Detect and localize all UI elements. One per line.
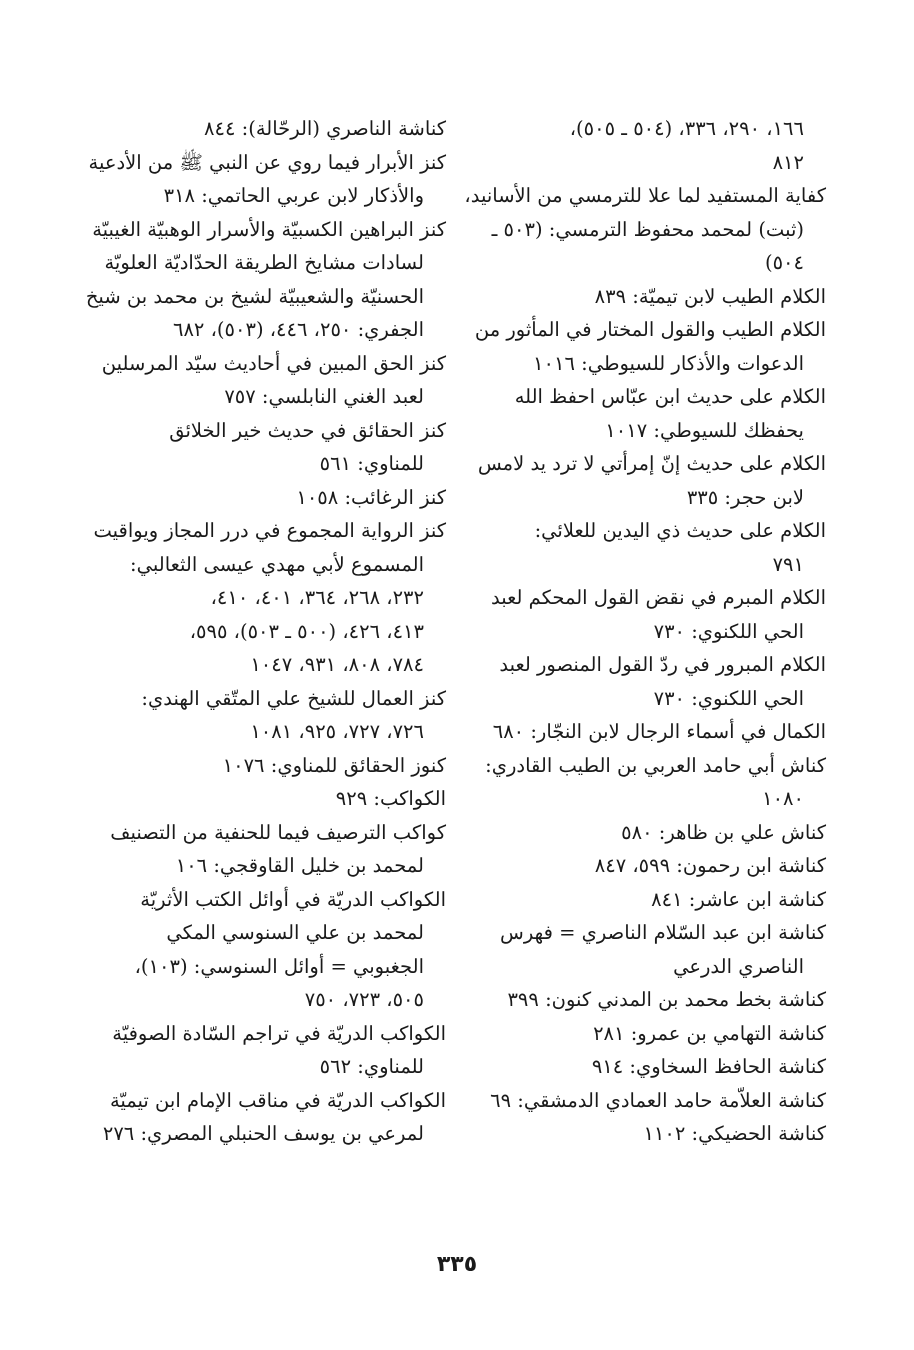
index-entry: الكلام المبرم في نقض القول المحكم لعبد — [490, 586, 826, 609]
index-entry-continuation: الحسنيّة والشعيبيّة لشيخ بن محمد بن شيخ — [85, 284, 424, 308]
index-entry: الكواكب الدريّة في تراجم السّادة الصوفيّة — [112, 1021, 446, 1045]
index-entry: كناشة بخط محمد بن المدني كنون: ٣٩٩ — [507, 988, 826, 1011]
index-entry-continuation: لعبد الغني النابلسي: ٧٥٧ — [224, 385, 424, 408]
index-entry: كناشة ابن رحمون: ٥٩٩، ٨٤٧ — [594, 854, 826, 877]
index-entry: كنز العمال للشيخ علي المتّقي الهندي: — [141, 686, 446, 710]
index-entry: الكلام الطيب والقول المختار في المأثور من — [474, 318, 826, 341]
index-entry-continuation: الدعوات والأذكار للسيوطي: ١٠١٦ — [533, 351, 804, 375]
index-entry-continuation: ٢٣٢، ٢٦٨، ٣٦٤، ٤٠١، ٤١٠، — [210, 586, 424, 609]
index-entry: كناشة الناصري (الرحّالة): ٨٤٤ — [204, 117, 446, 140]
index-entry-continuation: للمناوي: ٥٦١ — [319, 452, 424, 475]
index-entry: كناشة العلاّمة حامد العمادي الدمشقي: ٦٩ — [490, 1088, 826, 1112]
index-entry: كنز البراهين الكسبيّة والأسرار الوهبيّة الغيبيّة — [92, 217, 446, 241]
index-entry: كواكب الترصيف فيما للحنفية من التصنيف — [110, 820, 446, 844]
index-entry: الكلام الطيب لابن تيميّة: ٨٣٩ — [594, 284, 826, 308]
index-entry: كناشة الحضيكي: ١١٠٢ — [643, 1122, 826, 1145]
index-entry: الكلام على حديث إنّ إمرأتي لا ترد يد لامس — [477, 452, 826, 475]
index-entry-continuation: الحي اللكنوي: ٧٣٠ — [653, 619, 804, 643]
index-entry: كنوز الحقائق للمناوي: ١٠٧٦ — [222, 753, 446, 777]
index-entry-continuation: الجفري: ٢٥٠، ٤٤٦، (٥٠٣)، ٦٨٢ — [172, 318, 424, 341]
page-number: ٣٣٥ — [436, 1252, 478, 1277]
index-entry-continuation: الجغبوبي = أوائل السنوسي: (١٠٣)، — [134, 954, 424, 978]
index-entry-continuation: والأذكار لابن عربي الحاتمي: ٣١٨ — [163, 184, 424, 207]
index-entry-continuation: لابن حجر: ٣٣٥ — [686, 485, 804, 509]
index-entry: كنز الحقائق في حديث خير الخلائق — [169, 418, 446, 442]
index-entry: كناشة ابن عبد السّلام الناصري = فهرس — [500, 921, 826, 944]
index-entry-continuation: يحفظك للسيوطي: ١٠١٧ — [605, 418, 804, 442]
index-entry: الكواكب: ٩٢٩ — [335, 787, 446, 810]
index-column-left — [85, 112, 446, 1151]
index-entry-continuation: ٤١٣، ٤٢٦، (٥٠٠ ـ ٥٠٣)، ٥٩٥، — [189, 619, 424, 643]
index-entry-continuation: ٥٠٥، ٧٢٣، ٧٥٠ — [304, 988, 424, 1011]
index-entry: الكمال في أسماء الرجال لابن النجّار: ٦٨٠ — [492, 720, 826, 743]
index-entry-continuation: لسادات مشايخ الطريقة الحدّاديّة العلويّة — [104, 251, 424, 274]
index-entry: كناشة الحافظ السخاوي: ٩١٤ — [591, 1055, 826, 1078]
index-entry-continuation: للمناوي: ٥٦٢ — [319, 1055, 424, 1078]
index-entry: كناش علي بن ظاهر: ٥٨٠ — [621, 820, 826, 844]
index-entry-continuation: لمحمد بن علي السنوسي المكي — [166, 921, 424, 944]
index-entry: الكلام على حديث ابن عبّاس احفظ الله — [514, 385, 826, 408]
index-entry-continuation: ٨١٢ — [772, 150, 804, 174]
index-entry-continuation: (ثبت) لمحمد محفوظ الترمسي: (٥٠٣ ـ — [491, 217, 804, 241]
index-entry-continuation: ٧٨٤، ٨٠٨، ٩٣١، ١٠٤٧ — [250, 653, 424, 676]
index-entry-continuation: لمحمد بن خليل القاوقجي: ١٠٦ — [175, 854, 424, 877]
index-entry: كنز الرغائب: ١٠٥٨ — [296, 485, 446, 509]
index-entry-continuation: ١٠٨٠ — [762, 787, 804, 810]
index-entry-continuation: الناصري الدرعي — [673, 954, 804, 978]
index-entry-continuation: ٥٠٤) — [764, 251, 804, 274]
index-entry-continuation: المسموع لأبي مهدي عيسى الثعالبي: — [130, 552, 424, 576]
index-entry: الكواكب الدريّة في مناقب الإمام ابن تيميّة — [109, 1088, 446, 1112]
index-entry: كناش أبي حامد العربي بن الطيب القادري: — [485, 753, 826, 777]
index-entry: كفاية المستفيد لما علا للترمسي من الأسانيد، — [464, 184, 826, 207]
index-entry: الكواكب الدريّة في أوائل الكتب الأثريّة — [140, 887, 446, 911]
index-entry-continuation: ٧٢٦، ٧٢٧، ٩٢٥، ١٠٨١ — [250, 720, 424, 743]
index-entry: كناشة التهامي بن عمرو: ٢٨١ — [593, 1021, 826, 1045]
index-entry: الكلام على حديث ذي اليدين للعلائي: — [534, 519, 826, 542]
index-entry-continuation: لمرعي بن يوسف الحنبلي المصري: ٢٧٦ — [102, 1122, 424, 1145]
index-entry-continuation: ٧٩١ — [772, 552, 804, 576]
index-entry: كناشة ابن عاشر: ٨٤١ — [651, 887, 826, 911]
index-entry-continuation: الحي اللكنوي: ٧٣٠ — [653, 686, 804, 710]
index-entry: كنز الأبرار فيما روي عن النبي ﷺ من الأدعية — [88, 150, 446, 174]
index-entry: كنز الرواية المجموع في درر المجاز ويواقيت — [93, 519, 446, 542]
index-column-right — [466, 112, 826, 1151]
index-entry: كنز الحق المبين في أحاديث سيّد المرسلين — [101, 351, 446, 375]
index-entry: الكلام المبرور في ردّ القول المنصور لعبد — [499, 653, 826, 676]
index-entry-continuation: ١٦٦، ٢٩٠، ٣٣٦، (٥٠٤ ـ ٥٠٥)، — [569, 117, 804, 140]
